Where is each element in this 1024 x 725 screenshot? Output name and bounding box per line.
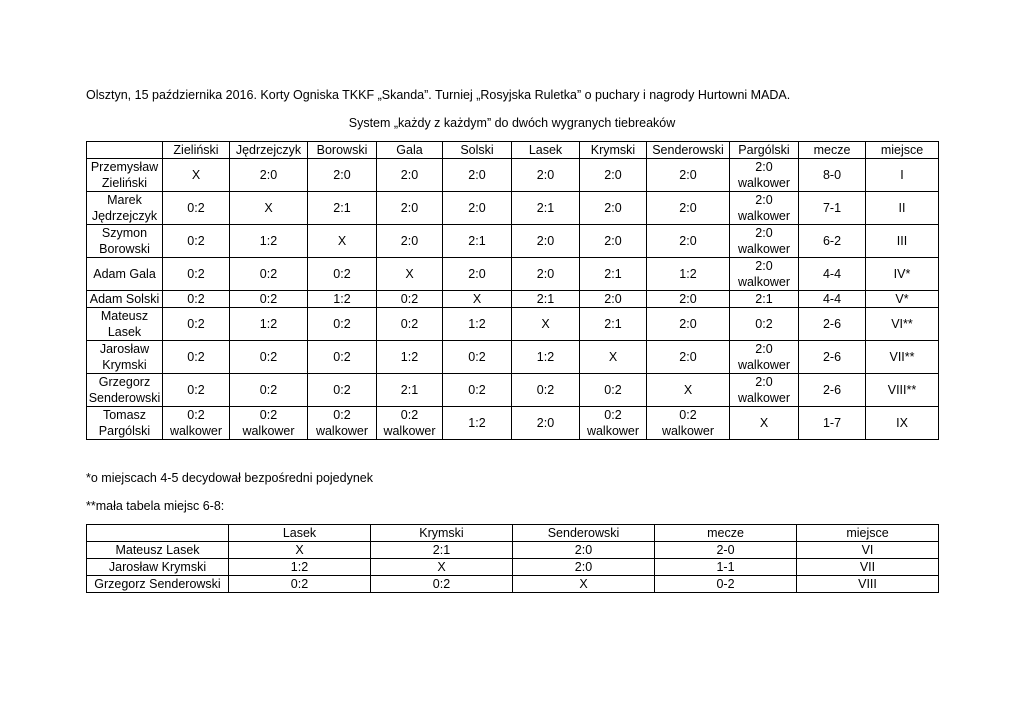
result-line: X [759,416,769,430]
column-header: Lasek [229,525,371,542]
result-line: 2:0 [536,267,555,281]
result-line: 2:1 [536,201,555,215]
result-cell [730,225,799,258]
result-cell [308,225,377,258]
footnote-tiebreak: *o miejscach 4-5 decydował bezpośredni pojedynek [86,471,373,485]
result-line: walkower [383,424,436,438]
column-header: Borowski [308,142,377,159]
player-name-cell [87,407,163,440]
result-line: 2:0 [755,259,773,273]
result-line: 4-4 [822,267,842,281]
result-line: 0:2 [187,201,205,215]
player-name-line: Przemysław [90,160,159,174]
column-header: Lasek [512,142,580,159]
result-line: 0:2 [259,292,278,306]
result-cell [163,407,230,440]
result-line: IV* [893,267,911,281]
result-cell [866,341,939,374]
small-table [86,524,939,593]
result-line: walkower [737,242,791,256]
result-line: 0:2 [468,383,486,397]
result-line: VII** [889,350,915,364]
result-cell [230,374,308,407]
player-name-line: Marek [107,193,142,207]
player-name-cell [87,192,163,225]
result-line: 2:0 [755,160,773,174]
table-row [87,559,939,576]
result-line: 2:0 [536,234,555,248]
result-cell [443,341,512,374]
result-cell [730,341,799,374]
result-cell [580,407,647,440]
result-cell [647,291,730,308]
result-line: 0:2 [187,267,205,281]
result-cell [866,374,939,407]
result-cell [377,308,443,341]
column-header: Senderowski [513,525,655,542]
player-name-line: Adam Solski [89,292,160,306]
result-cell [799,374,866,407]
result-line: 2:0 [679,350,697,364]
result-cell [730,192,799,225]
result-cell [866,159,939,192]
player-name-cell [87,341,163,374]
result-cell [230,258,308,291]
result-cell [377,341,443,374]
result-cell [580,258,647,291]
result-cell [163,291,230,308]
result-line: X [608,350,618,364]
result-cell [377,407,443,440]
result-line: 1:2 [259,234,278,248]
result-line: 0:2 [604,408,622,422]
result-cell [647,192,730,225]
result-line: 0:2 [333,267,351,281]
result-line: 1-7 [822,416,842,430]
result-line: 0:2 [187,383,205,397]
player-name-line: Zieliński [101,176,148,190]
result-line: walkower [661,424,715,438]
result-cell [308,308,377,341]
result-line: 4-4 [822,292,842,306]
column-header: Pargólski [730,142,799,159]
player-name-cell [87,308,163,341]
result-cell [308,159,377,192]
result-line: 1:2 [259,317,278,331]
result-line: 6-2 [822,234,842,248]
result-line: 0:2 [187,234,205,248]
result-cell [866,225,939,258]
player-name-line: Mateusz [100,309,149,323]
result-line: walkower [737,358,791,372]
player-name-line: Jędrzejczyk [91,209,158,223]
result-line: 2:0 [604,201,622,215]
result-cell [580,308,647,341]
result-line: X [405,267,414,281]
result-cell [512,308,580,341]
system-subheading: System „każdy z każdym” do dwóch wygranych tiebreaków [348,116,676,130]
result-line: walkower [242,424,295,438]
result-cell [647,225,730,258]
results-table [86,141,939,440]
result-line: 1:2 [400,350,419,364]
result-cell [230,192,308,225]
player-name-line: Jarosław [99,342,150,356]
corner-cell [87,142,163,159]
result-line: 2:1 [604,267,622,281]
result-line: 2:0 [259,168,278,182]
result-cell [230,308,308,341]
result-cell [377,225,443,258]
small-table-header-row [87,525,939,542]
column-header: mecze [799,142,866,159]
result-cell: 1-1 [655,559,797,576]
column-header: Gala [377,142,443,159]
result-cell [443,192,512,225]
table-row [87,225,939,258]
result-line: 0:2 [755,317,773,331]
player-name-cell [87,291,163,308]
result-cell [308,258,377,291]
result-cell [799,341,866,374]
player-name-line: Pargólski [98,424,151,438]
result-cell [512,291,580,308]
result-cell: X [513,576,655,593]
result-line: V* [895,292,909,306]
result-cell [799,407,866,440]
result-cell [443,225,512,258]
result-cell [377,374,443,407]
result-cell [163,341,230,374]
player-name-line: Adam Gala [93,267,156,281]
result-line: 0:2 [679,408,697,422]
result-line: 0:2 [259,408,278,422]
result-cell [866,407,939,440]
player-name-line: Tomasz [102,408,147,422]
result-line: 0:2 [400,408,419,422]
result-line: 2:1 [400,383,419,397]
result-cell [377,291,443,308]
result-cell [799,308,866,341]
result-line: walkower [737,209,791,223]
result-line: 0:2 [259,267,278,281]
column-header: Solski [443,142,512,159]
column-header: Zieliński [163,142,230,159]
result-line: 0:2 [333,408,351,422]
result-cell [512,374,580,407]
result-cell [647,374,730,407]
result-line: 2:0 [604,234,622,248]
result-cell [163,374,230,407]
result-cell [730,407,799,440]
result-line: walkower [315,424,369,438]
result-line: 2:1 [755,292,773,306]
result-cell [308,407,377,440]
result-line: 2:1 [468,234,486,248]
result-cell [163,159,230,192]
result-line: walkower [586,424,640,438]
player-name-cell: Mateusz Lasek [87,542,229,559]
result-line: 0:2 [400,317,419,331]
table-row [87,576,939,593]
result-cell [799,258,866,291]
player-name-cell [87,159,163,192]
result-line: 0:2 [187,350,205,364]
result-line: 2:1 [333,201,351,215]
result-cell [730,291,799,308]
result-line: 2:0 [679,317,697,331]
result-line: 0:2 [333,383,351,397]
result-line: 2:0 [468,201,486,215]
result-cell [580,374,647,407]
result-cell [230,291,308,308]
result-line: walkower [169,424,223,438]
result-line: X [472,292,482,306]
result-line: X [264,201,273,215]
player-name-line: Szymon [101,226,148,240]
result-line: 0:2 [536,383,555,397]
result-cell [866,192,939,225]
result-cell: VIII [797,576,939,593]
table-row [87,159,939,192]
column-header: Krymski [371,525,513,542]
result-line: 2:1 [604,317,622,331]
result-cell [377,159,443,192]
result-cell [730,159,799,192]
result-cell [308,192,377,225]
result-line: VI** [891,317,913,331]
result-cell [730,308,799,341]
result-cell: 0:2 [371,576,513,593]
result-line: 0:2 [333,350,351,364]
result-cell [163,192,230,225]
result-cell: 1:2 [229,559,371,576]
result-line: 2:1 [536,292,555,306]
result-cell [163,225,230,258]
result-cell [443,308,512,341]
result-line: 0:2 [468,350,486,364]
table-row [87,374,939,407]
table-row [87,192,939,225]
result-line: 2:0 [755,375,773,389]
result-cell [580,291,647,308]
result-cell [866,291,939,308]
result-cell [512,341,580,374]
result-line: 1:2 [468,317,486,331]
result-cell [512,225,580,258]
result-cell [163,258,230,291]
result-cell [308,374,377,407]
result-line: 2-6 [822,350,842,364]
result-line: II [898,201,906,215]
player-name-line: Lasek [107,325,142,339]
result-cell [443,258,512,291]
result-line: 2:0 [755,342,773,356]
result-line: 2:0 [755,226,773,240]
result-line: X [541,317,550,331]
result-cell [443,291,512,308]
result-line: 0:2 [187,317,205,331]
result-line: IX [896,416,908,430]
result-cell [443,407,512,440]
result-line: 2:0 [679,292,697,306]
result-cell [647,407,730,440]
result-cell [799,225,866,258]
result-cell [163,308,230,341]
result-cell [443,374,512,407]
result-line: 0:2 [259,350,278,364]
result-line: 2:0 [604,292,622,306]
column-header: miejsce [866,142,939,159]
result-cell [647,258,730,291]
table-row [87,308,939,341]
results-header-row [87,142,939,159]
column-header: mecze [655,525,797,542]
column-header: Krymski [580,142,647,159]
result-line: 1:2 [679,267,697,281]
result-line: 0:2 [604,383,622,397]
result-line: 2:0 [604,168,622,182]
result-line: 1:2 [333,292,351,306]
result-line: 2:0 [679,234,697,248]
result-line: 2:0 [400,201,419,215]
result-cell [730,374,799,407]
result-line: 2:0 [536,416,555,430]
result-line: 0:2 [333,317,351,331]
result-cell [647,159,730,192]
result-line: 7-1 [822,201,842,215]
result-cell [647,308,730,341]
corner-cell [87,525,229,542]
footnote-small-table: **mała tabela miejsc 6-8: [86,499,225,513]
player-name-cell [87,225,163,258]
result-cell [230,407,308,440]
result-cell [580,192,647,225]
result-cell: X [371,559,513,576]
result-cell: 2:0 [513,542,655,559]
result-cell [512,258,580,291]
result-cell: 0-2 [655,576,797,593]
table-row [87,542,939,559]
result-line: 2:0 [468,267,486,281]
result-cell [230,341,308,374]
result-line: 0:2 [187,408,205,422]
result-cell [799,291,866,308]
result-cell [730,258,799,291]
result-line: walkower [737,275,791,289]
column-header: miejsce [797,525,939,542]
result-line: 2:0 [333,168,351,182]
result-line: 0:2 [259,383,278,397]
result-cell [799,159,866,192]
result-line: walkower [737,391,791,405]
result-cell [443,159,512,192]
result-line: X [191,168,201,182]
result-cell [580,225,647,258]
result-line: VIII** [887,383,917,397]
result-line: 1:2 [536,350,555,364]
result-cell [308,291,377,308]
result-line: I [900,168,904,182]
result-cell: 2:1 [371,542,513,559]
result-cell [308,341,377,374]
result-line: 2:0 [679,201,697,215]
result-cell: VII [797,559,939,576]
result-cell [230,225,308,258]
result-cell [580,341,647,374]
column-header: Jędrzejczyk [230,142,308,159]
result-line: 2:0 [755,193,773,207]
column-header: Senderowski [647,142,730,159]
result-line: 0:2 [400,292,419,306]
result-cell [230,159,308,192]
result-line: 2:0 [679,168,697,182]
player-name-line: Borowski [99,242,150,256]
result-cell [647,341,730,374]
result-line: 1:2 [468,416,486,430]
result-line: 2:0 [400,168,419,182]
result-cell [377,258,443,291]
result-line: 2:0 [400,234,419,248]
result-line: III [896,234,908,248]
table-row [87,407,939,440]
player-name-line: Krymski [102,358,147,372]
result-line: 0:2 [187,292,205,306]
tournament-heading: Olsztyn, 15 października 2016. Korty Ogniska TKKF „Skanda”. Turniej „Rosyjska Ruletka” o puchary i nagrody Hurtowni MADA. [86,88,791,102]
result-cell: X [229,542,371,559]
result-line: X [337,234,347,248]
table-row [87,341,939,374]
result-cell: 2-0 [655,542,797,559]
player-name-cell: Grzegorz Senderowski [87,576,229,593]
result-line: 2-6 [822,383,842,397]
player-name-line: Grzegorz [98,375,151,389]
result-cell [866,308,939,341]
result-cell [866,258,939,291]
result-cell: VI [797,542,939,559]
result-line: 2:0 [468,168,486,182]
player-name-line: Senderowski [88,391,161,405]
player-name-cell [87,374,163,407]
result-cell [799,192,866,225]
player-name-cell [87,258,163,291]
table-row [87,258,939,291]
result-cell: 0:2 [229,576,371,593]
result-cell [512,407,580,440]
result-cell [512,159,580,192]
result-line: X [683,383,693,397]
result-cell: 2:0 [513,559,655,576]
result-cell [580,159,647,192]
result-line: walkower [737,176,791,190]
result-line: 8-0 [822,168,842,182]
result-cell [377,192,443,225]
result-cell [512,192,580,225]
player-name-cell: Jarosław Krymski [87,559,229,576]
result-line: 2:0 [536,168,555,182]
result-line: 2-6 [822,317,842,331]
table-row [87,291,939,308]
